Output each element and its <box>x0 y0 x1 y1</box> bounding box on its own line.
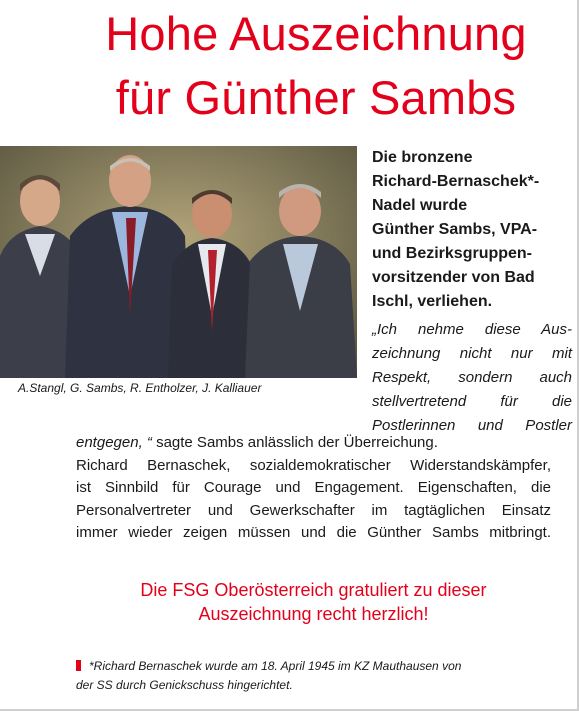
footnote-text-1: *Richard Bernaschek wurde am 18. April 1945 im KZ Mauthausen von <box>89 659 462 673</box>
intro-line: vorsitzender von Bad <box>372 269 535 286</box>
group-photo-illustration <box>0 146 357 378</box>
quote-ending: entgegen, “ <box>76 434 152 451</box>
quote-line: Respekt, sondern auch <box>372 369 572 386</box>
title-line-1: Hohe Auszeichnung <box>105 7 527 60</box>
body-line-rest: sagte Sambs anlässlich der Überreichung. <box>151 434 438 451</box>
congratulations <box>76 578 551 626</box>
group-photo <box>0 146 357 378</box>
body-line: immer wieder zeigen müssen und die Günther Sambs mitbringt. <box>76 524 551 541</box>
intro-line: Ischl, verliehen. <box>372 293 493 310</box>
quote-line: zeichnung nicht nur mit <box>372 345 572 362</box>
body-line: ist Sinnbild für Courage und Engagement. Eigenschaften, die <box>76 479 551 496</box>
quote-text <box>372 318 572 438</box>
footnote <box>76 657 551 695</box>
intro-line: und Bezirksgruppen- <box>372 245 533 262</box>
quote-line: Postlerinnen und Postler <box>372 417 572 434</box>
body-line: Richard Bernaschek, sozialdemokratischer Widerstandskämpfer, <box>76 456 551 474</box>
congrats-line-1: Die FSG Oberösterreich gratuliert zu dieser <box>140 580 487 600</box>
footnote-line-2: der SS durch Genickschuss hingerichtet. <box>76 678 293 692</box>
quote-line: „Ich nehme diese Aus- <box>372 321 572 338</box>
quote-line: stellvertretend für die <box>372 393 572 410</box>
intro-line: Richard-Bernaschek*- <box>372 173 540 190</box>
intro-line: Die bronzene <box>372 149 473 166</box>
footnote-line-1 <box>76 657 551 676</box>
body-line <box>76 432 551 455</box>
intro-line: Günther Sambs, VPA- <box>372 221 538 238</box>
red-marker <box>76 660 81 671</box>
body-text <box>76 432 551 545</box>
body-line: Personalvertreter und Gewerkschafter im tagtäglichen Einsatz <box>76 501 551 519</box>
photo-caption: A.Stangl, G. Sambs, R. Entholzer, J. Kalliauer <box>18 381 262 395</box>
article-title <box>76 2 556 130</box>
congrats-line-2: Auszeichnung recht herzlich! <box>198 604 429 624</box>
intro-line: Nadel wurde <box>372 197 468 214</box>
intro-text <box>372 146 572 314</box>
title-line-2: für Günther Sambs <box>115 71 517 124</box>
